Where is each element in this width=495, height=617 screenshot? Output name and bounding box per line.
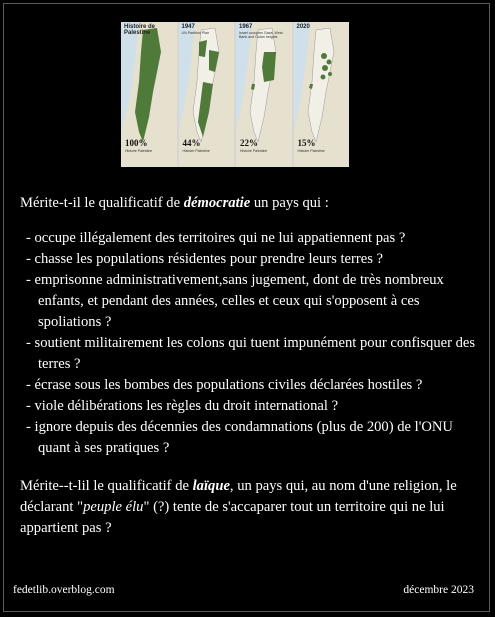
list-item: - ignore depuis des décennies des condamnations (plus de 200) de l'ONU quant à ses pratiques ?	[26, 419, 453, 456]
question-democratie	[20, 193, 480, 214]
footer-date: décembre 2023	[403, 584, 474, 596]
map-year: 2020	[296, 24, 310, 30]
map-caption: UN Partition Plan	[181, 31, 210, 35]
map-percent: 22%	[240, 138, 258, 148]
palestine-maps-image	[121, 22, 349, 167]
map-subcaption: Histoire Palestine	[297, 149, 325, 153]
map-subcaption: Histoire Palestine	[125, 149, 153, 153]
map-panel-4	[294, 22, 350, 167]
question-text: Mérite--t-lil le qualificatif de	[20, 478, 193, 494]
map-subcaption: Histoire Palestine	[240, 149, 268, 153]
map-year: Histoire de Palestine	[124, 24, 156, 36]
question-text-end: un pays qui :	[250, 195, 329, 211]
emphasis-democratie: démocratie	[183, 195, 251, 211]
article-text	[20, 193, 480, 554]
map-subcaption: Histoire Palestine	[182, 149, 210, 153]
list-item: - viole délibérations les règles du droit international ?	[26, 398, 339, 414]
list-item: - occupe illégalement des territoires qui ne lui appatiennent pas ?	[26, 230, 406, 246]
list-item: - chasse les populations résidentes pour prendre leurs terres ?	[26, 251, 384, 267]
map-percent: 44%	[182, 138, 201, 148]
footer-site: fedetlib.overblog.com	[13, 584, 115, 596]
question-text: Mérite-t-il le qualificatif de	[20, 195, 184, 211]
map-caption: Israel occupies Gaza, West Bank and Golan heights	[239, 31, 283, 39]
map-panel-3	[236, 22, 292, 167]
question-laique	[20, 476, 480, 539]
map-year: 1967	[239, 24, 253, 30]
list-item: - soutient militairement les colons qui tuent impunément pour confisquer des terres ?	[26, 335, 476, 372]
list-item: - emprisonne administrativement,sans jugement, dont de très nombreux enfants, et pendant des années, celles et ceux qui s'opposent à ces spoliations ?	[26, 272, 444, 330]
map-percent: 15%	[297, 138, 316, 148]
question-text: , un pays qui, au nom d'une religion, le déclarant "	[20, 478, 457, 515]
map-panel-2	[179, 22, 235, 167]
accusation-list	[20, 228, 480, 459]
emphasis-laique: laïque	[192, 478, 230, 494]
list-item: - écrase sous les bombes des populations civiles déclarées hostiles ?	[26, 377, 423, 393]
emphasis-peuple-elu: peuple élu	[83, 499, 144, 515]
question-text-end: " (?) tente de s'accaparer tout un territoire qui ne lui appartient pas ?	[20, 499, 445, 536]
map-panel-1	[121, 22, 177, 167]
map-year: 1947	[181, 24, 195, 30]
map-percent: 100%	[125, 138, 148, 148]
